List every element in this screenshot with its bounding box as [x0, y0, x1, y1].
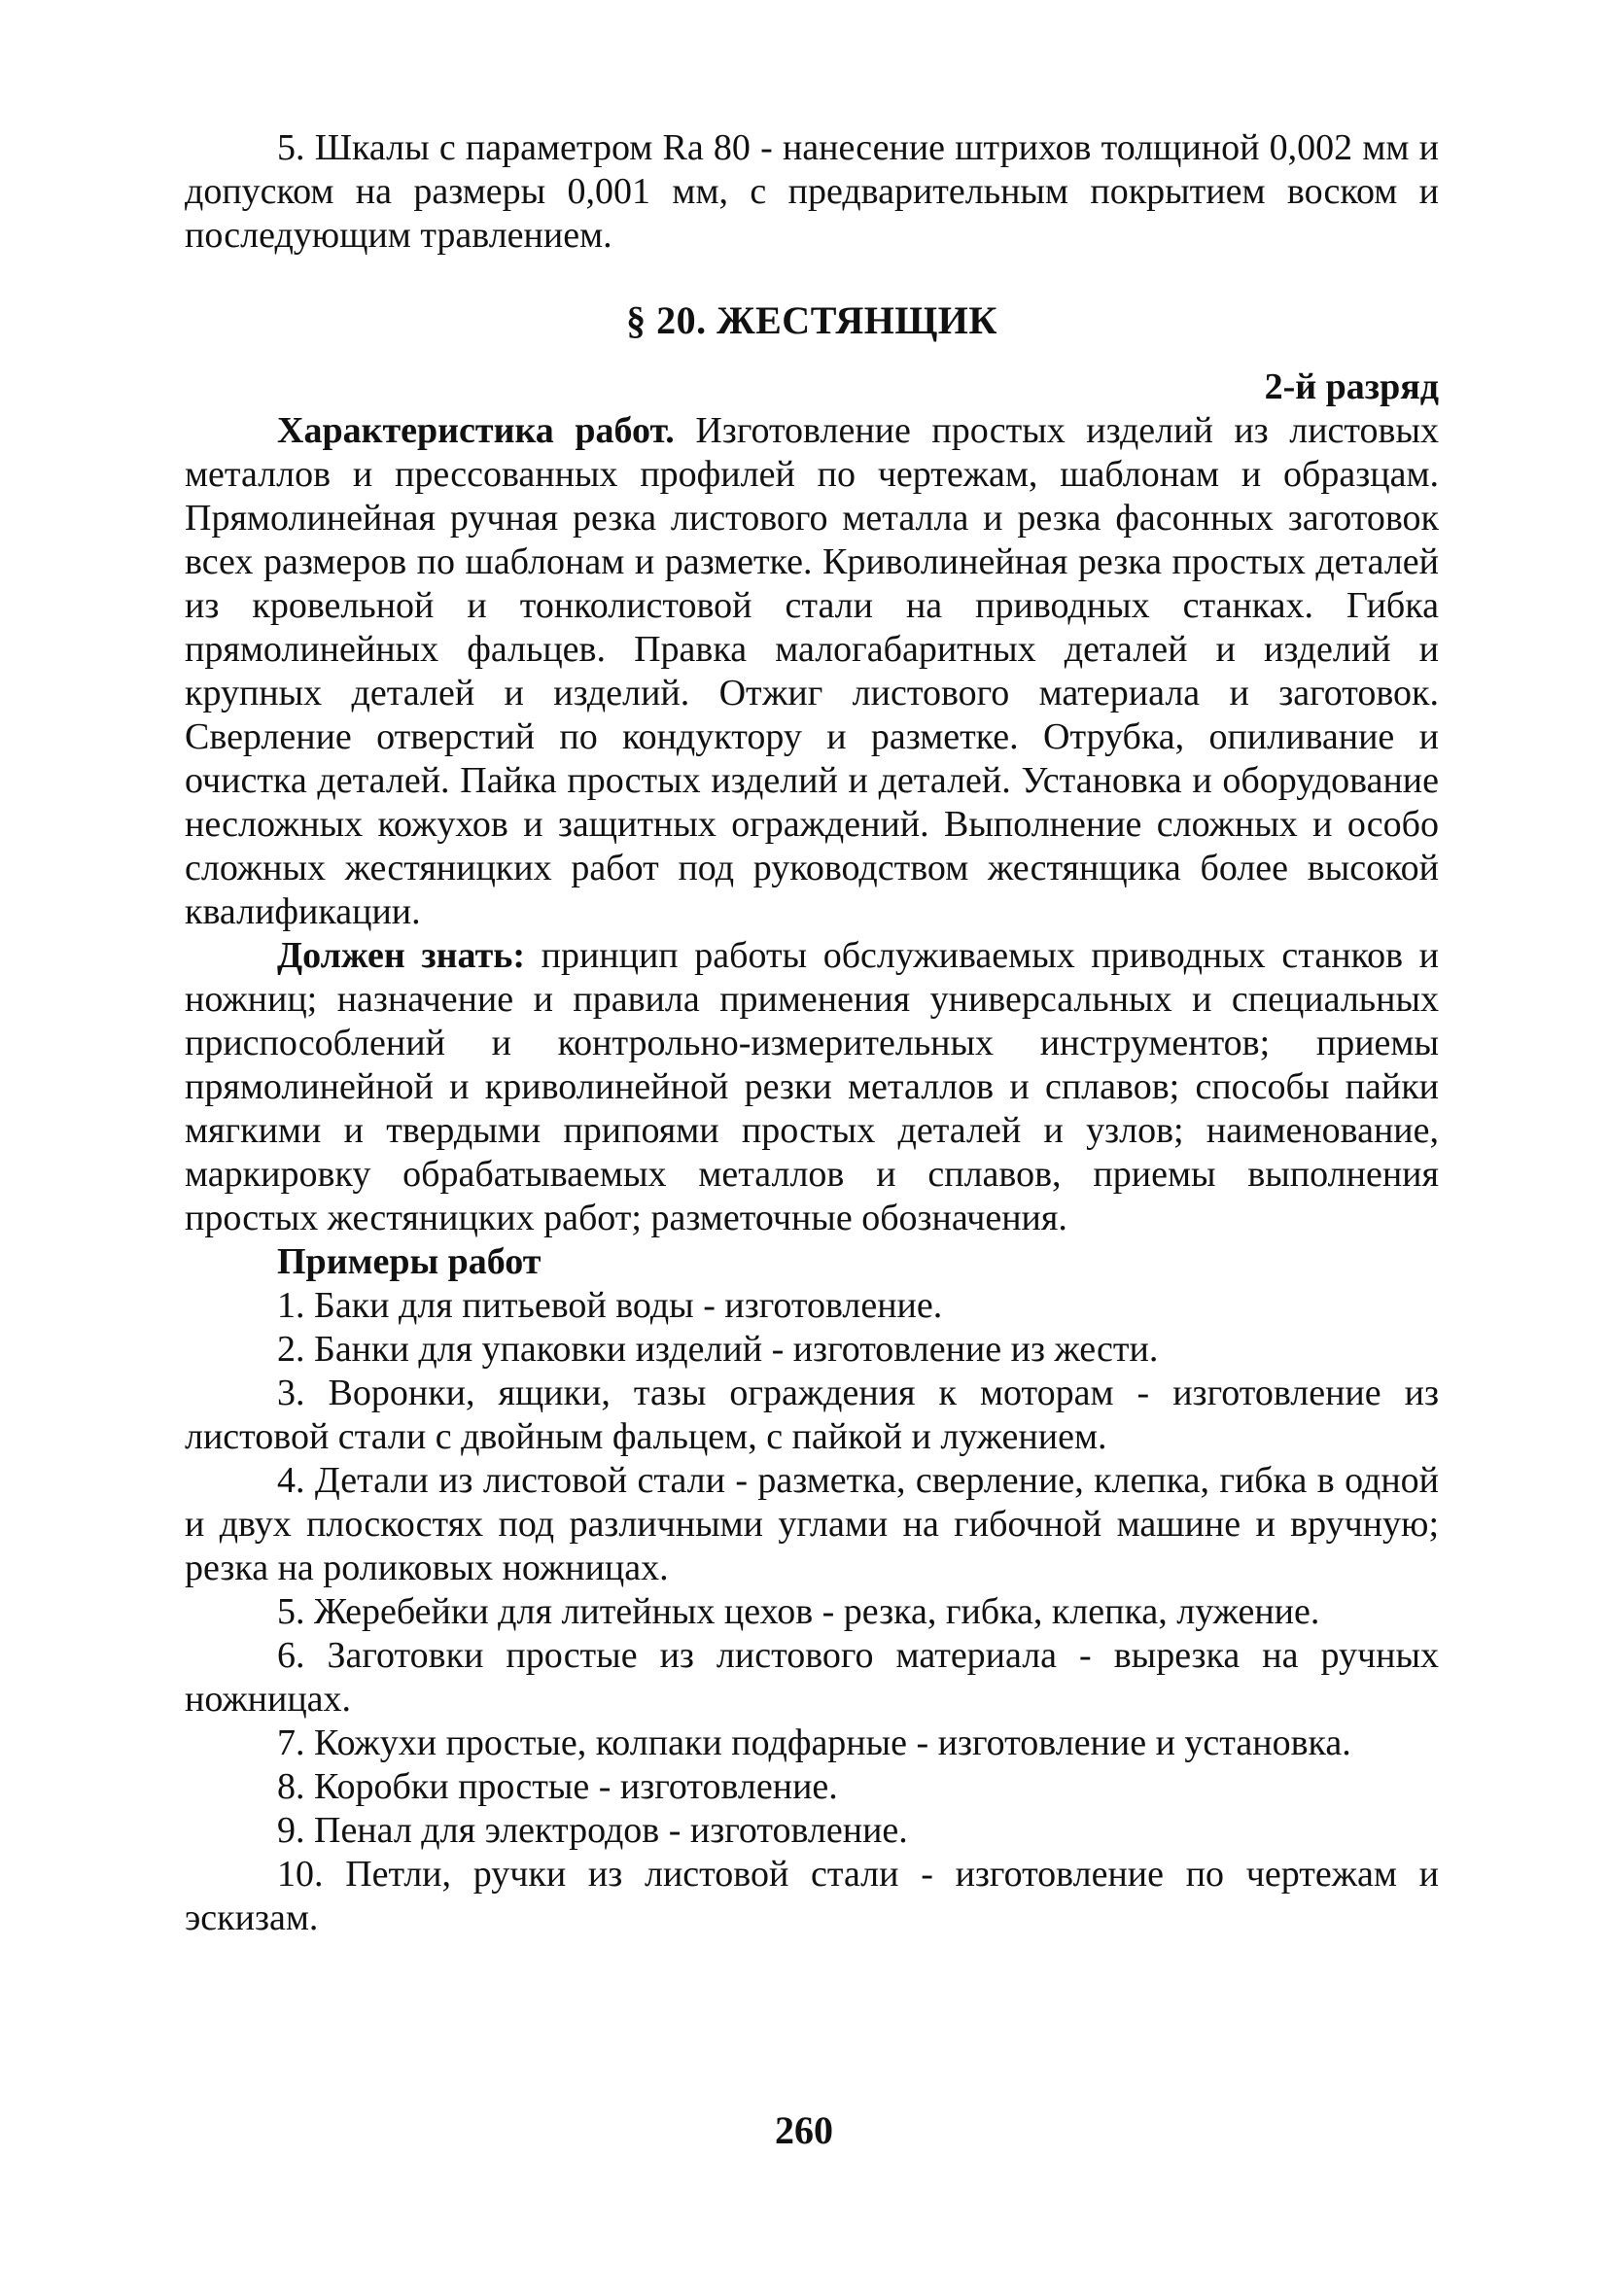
example-item: 9. Пенал для электродов - изготовление. — [277, 1810, 908, 1851]
example-item: 8. Коробки простые - изготовление. — [277, 1766, 838, 1807]
example-item: 7. Кожухи простые, колпаки подфарные - изготовление и установка. — [277, 1722, 1351, 1763]
grade-label: 2-й разряд — [1264, 366, 1439, 407]
example-item: 1. Баки для питьевой воды - изготовление. — [277, 1285, 943, 1326]
knowledge-paragraph — [185, 934, 1439, 1240]
example-item: 4. Детали из листовой стали - разметка, сверление, клепка, гибка в одной и двух плоскостях под различными углами на гибочной машине и вручную; резка на роликовых ножницах. — [185, 1460, 1439, 1588]
knowledge-text: принцип работы обслуживаемых приводных станков и ножниц; назначение и правила применения универсальных и специальных приспособлений и контрольно-измерительных инструментов; приемы прямолинейной и криволинейной резки металлов и сплавов; способы пайки мягкими и твердыми припоями простых деталей и узлов; наименование, маркировку обрабатываемых металлов и сплавов, приемы выполнения простых жестяницких работ; разметочные обозначения. — [185, 935, 1439, 1238]
example-item: 3. Воронки, ящики, тазы ограждения к моторам - изготовление из листовой стали с двойным фальцем, с пайкой и лужением. — [185, 1373, 1439, 1457]
section-heading: § 20. ЖЕСТЯНЩИК — [626, 298, 997, 342]
examples-list — [185, 1284, 1439, 1940]
example-item: 2. Банки для упаковки изделий - изготовление из жести. — [277, 1329, 1159, 1370]
page-number: 260 — [775, 2108, 833, 2152]
example-item: 5. Жеребейки для литейных цехов - резка, гибка, клепка, лужение. — [277, 1591, 1320, 1632]
knowledge-label: Должен знать: — [277, 935, 525, 976]
characteristics-label: Характеристика работ. — [277, 410, 675, 451]
example-item: 6. Заготовки простые из листового материала - вырезка на ручных ножницах. — [185, 1635, 1439, 1720]
example-item: 10. Петли, ручки из листовой стали - изготовление по чертежам и эскизам. — [185, 1854, 1439, 1938]
intro-item: 5. Шкалы с параметром Ra 80 - нанесение штрихов толщиной 0,002 мм и допуском на размеры 0,001 мм, с предварительным покрытием воском и последующим травлением. — [185, 127, 1439, 256]
examples-heading: Примеры работ — [277, 1241, 542, 1282]
characteristics-paragraph — [185, 409, 1439, 934]
document-page — [185, 126, 1439, 1940]
characteristics-text: Изготовление простых изделий из листовых металлов и прессованных профилей по чертежам, шаблонам и образцам. Прямолинейная ручная резка листового металла и резка фасонных заготовок всех размеров по шаблонам и разметке. Криволинейная резка простых деталей из кровельной и тонколистовой стали на приводных станках. Гибка прямолинейных фальцев. Правка малогабаритных деталей и изделий и крупных деталей и изделий. Отжиг листового материала и заготовок. Сверление отверстий по кондуктору и разметке. Отрубка, опиливание и очистка деталей. Пайка простых изделий и деталей. Установка и оборудование несложных кожухов и защитных ограждений. Выполнение сложных и особо сложных жестяницких работ под руководством жестянщика более высокой квалификации. — [185, 410, 1440, 932]
